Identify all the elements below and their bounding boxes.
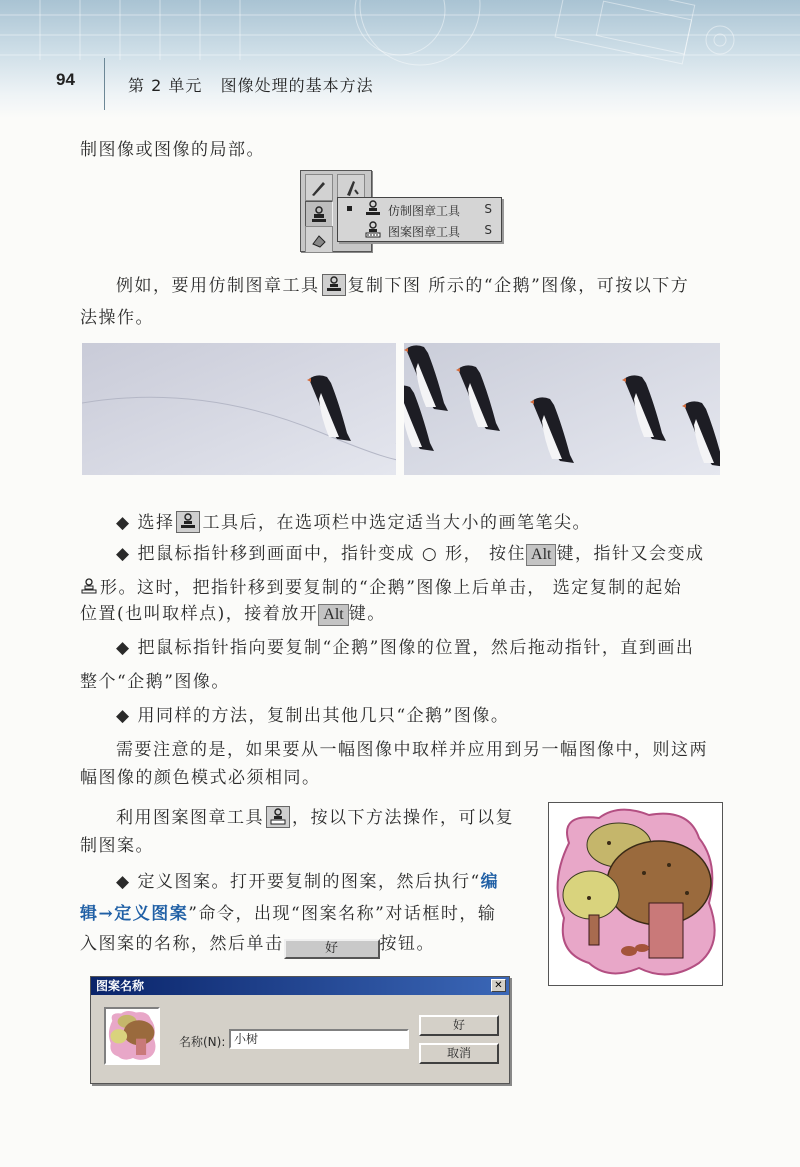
menu-path-highlight: 辑→定义图案 [80, 904, 189, 924]
text-span: 入图案的名称，然后单击 [80, 934, 284, 954]
tree-pattern-image [548, 802, 723, 986]
text-line [116, 544, 704, 566]
penguin-original-photo [82, 343, 396, 475]
text-line: 制图案。 [80, 836, 154, 856]
text-line: 需要注意的是，如果要从一幅图像中取样并应用到另一幅图像中，则这两 [116, 740, 708, 760]
text-span: ◆ 把鼠标指针移到画面中，指针变成 ○ 形， 按住 [116, 544, 527, 564]
text-line [116, 874, 499, 891]
pattern-name-input[interactable]: 小树 [229, 1029, 409, 1049]
menu-item-label: 图案图章工具 [388, 225, 461, 239]
text-span: 例如，要用仿制图章工具 [116, 276, 320, 296]
text-line: 幅图像的颜色模式必须相同。 [80, 768, 321, 788]
text-line: ◆ 用同样的方法，复制出其他几只“企鹅”图像。 [116, 706, 510, 726]
text-span: ◆ 选择 [116, 513, 175, 533]
clone-stamp-icon [322, 274, 346, 296]
penguin-cloned-photo [404, 343, 720, 475]
text-span: 形。这时，把指针移到要复制的“企鹅”图像上后单击， 选定复制的起始 [100, 578, 683, 598]
ok-button-illustration: 好 [284, 939, 380, 959]
text-span: 复制下图 所示的“企鹅”图像，可按以下方 [347, 276, 690, 296]
brush-tool-button[interactable] [305, 174, 333, 201]
header-divider [104, 58, 105, 110]
cancel-button[interactable]: 取消 [419, 1043, 499, 1064]
eraser-tool-button[interactable] [305, 226, 333, 253]
text-line [80, 906, 496, 923]
pattern-stamp-icon [364, 221, 382, 242]
alt-key: Alt [318, 604, 348, 626]
pattern-preview-thumbnail [104, 1007, 160, 1065]
text-span: 位置(也叫取样点)，接着放开 [80, 604, 319, 624]
chapter-title: 第 2 单元 图像处理的基本方法 [128, 76, 374, 95]
text-span: 键。 [348, 604, 386, 624]
text-line [116, 511, 591, 533]
clone-stamp-icon [364, 200, 382, 221]
close-icon[interactable]: ✕ [491, 979, 506, 992]
menu-item-pattern-stamp[interactable] [338, 220, 501, 241]
page-header-banner [0, 0, 800, 118]
header-decoration [0, 0, 800, 118]
name-field-label: 名称(N): [179, 1035, 226, 1049]
text-span: ◆ 定义图案。打开要复制的图案，然后执行“ [116, 872, 481, 892]
text-span: 利用图案图章工具 [116, 808, 264, 828]
clone-stamp-icon [176, 511, 200, 533]
selected-bullet-icon [347, 206, 352, 211]
menu-item-shortcut: S [484, 202, 492, 216]
text-line: 法操作。 [80, 308, 154, 328]
text-line: 整个“企鹅”图像。 [80, 672, 230, 692]
stamp-cursor-icon [80, 578, 100, 600]
stamp-tool-flyout-menu [337, 197, 502, 242]
stamp-tool-button[interactable] [305, 201, 333, 228]
text-span: 键，指针又会变成 [556, 544, 705, 564]
text-line: 制图像或图像的局部。 [80, 140, 265, 160]
text-span: ，按以下方法操作，可以复 [292, 808, 514, 828]
menu-path-highlight: 编 [480, 872, 500, 892]
text-span: 按钮。 [379, 934, 435, 954]
dialog-title: 图案名称 [91, 977, 509, 995]
text-line [80, 578, 682, 600]
page-number: 94 [56, 70, 75, 89]
text-span: 工具后，在选项栏中选定适当大小的画笔笔尖。 [202, 513, 591, 533]
text-line [80, 604, 386, 626]
pattern-stamp-icon [266, 806, 290, 828]
menu-item-shortcut: S [484, 223, 492, 237]
menu-item-clone-stamp[interactable] [338, 199, 501, 220]
alt-key: Alt [526, 544, 556, 566]
text-line: ◆ 把鼠标指针指向要复制“企鹅”图像的位置，然后拖动指针，直到画出 [116, 638, 695, 658]
ok-button[interactable]: 好 [419, 1015, 499, 1036]
pattern-name-dialog [90, 976, 510, 1084]
text-line [116, 274, 689, 296]
text-span: ”命令，出现“图案名称”对话框时，输 [188, 904, 497, 924]
text-line [116, 806, 514, 828]
text-line [80, 936, 435, 959]
menu-item-label: 仿制图章工具 [388, 204, 461, 218]
